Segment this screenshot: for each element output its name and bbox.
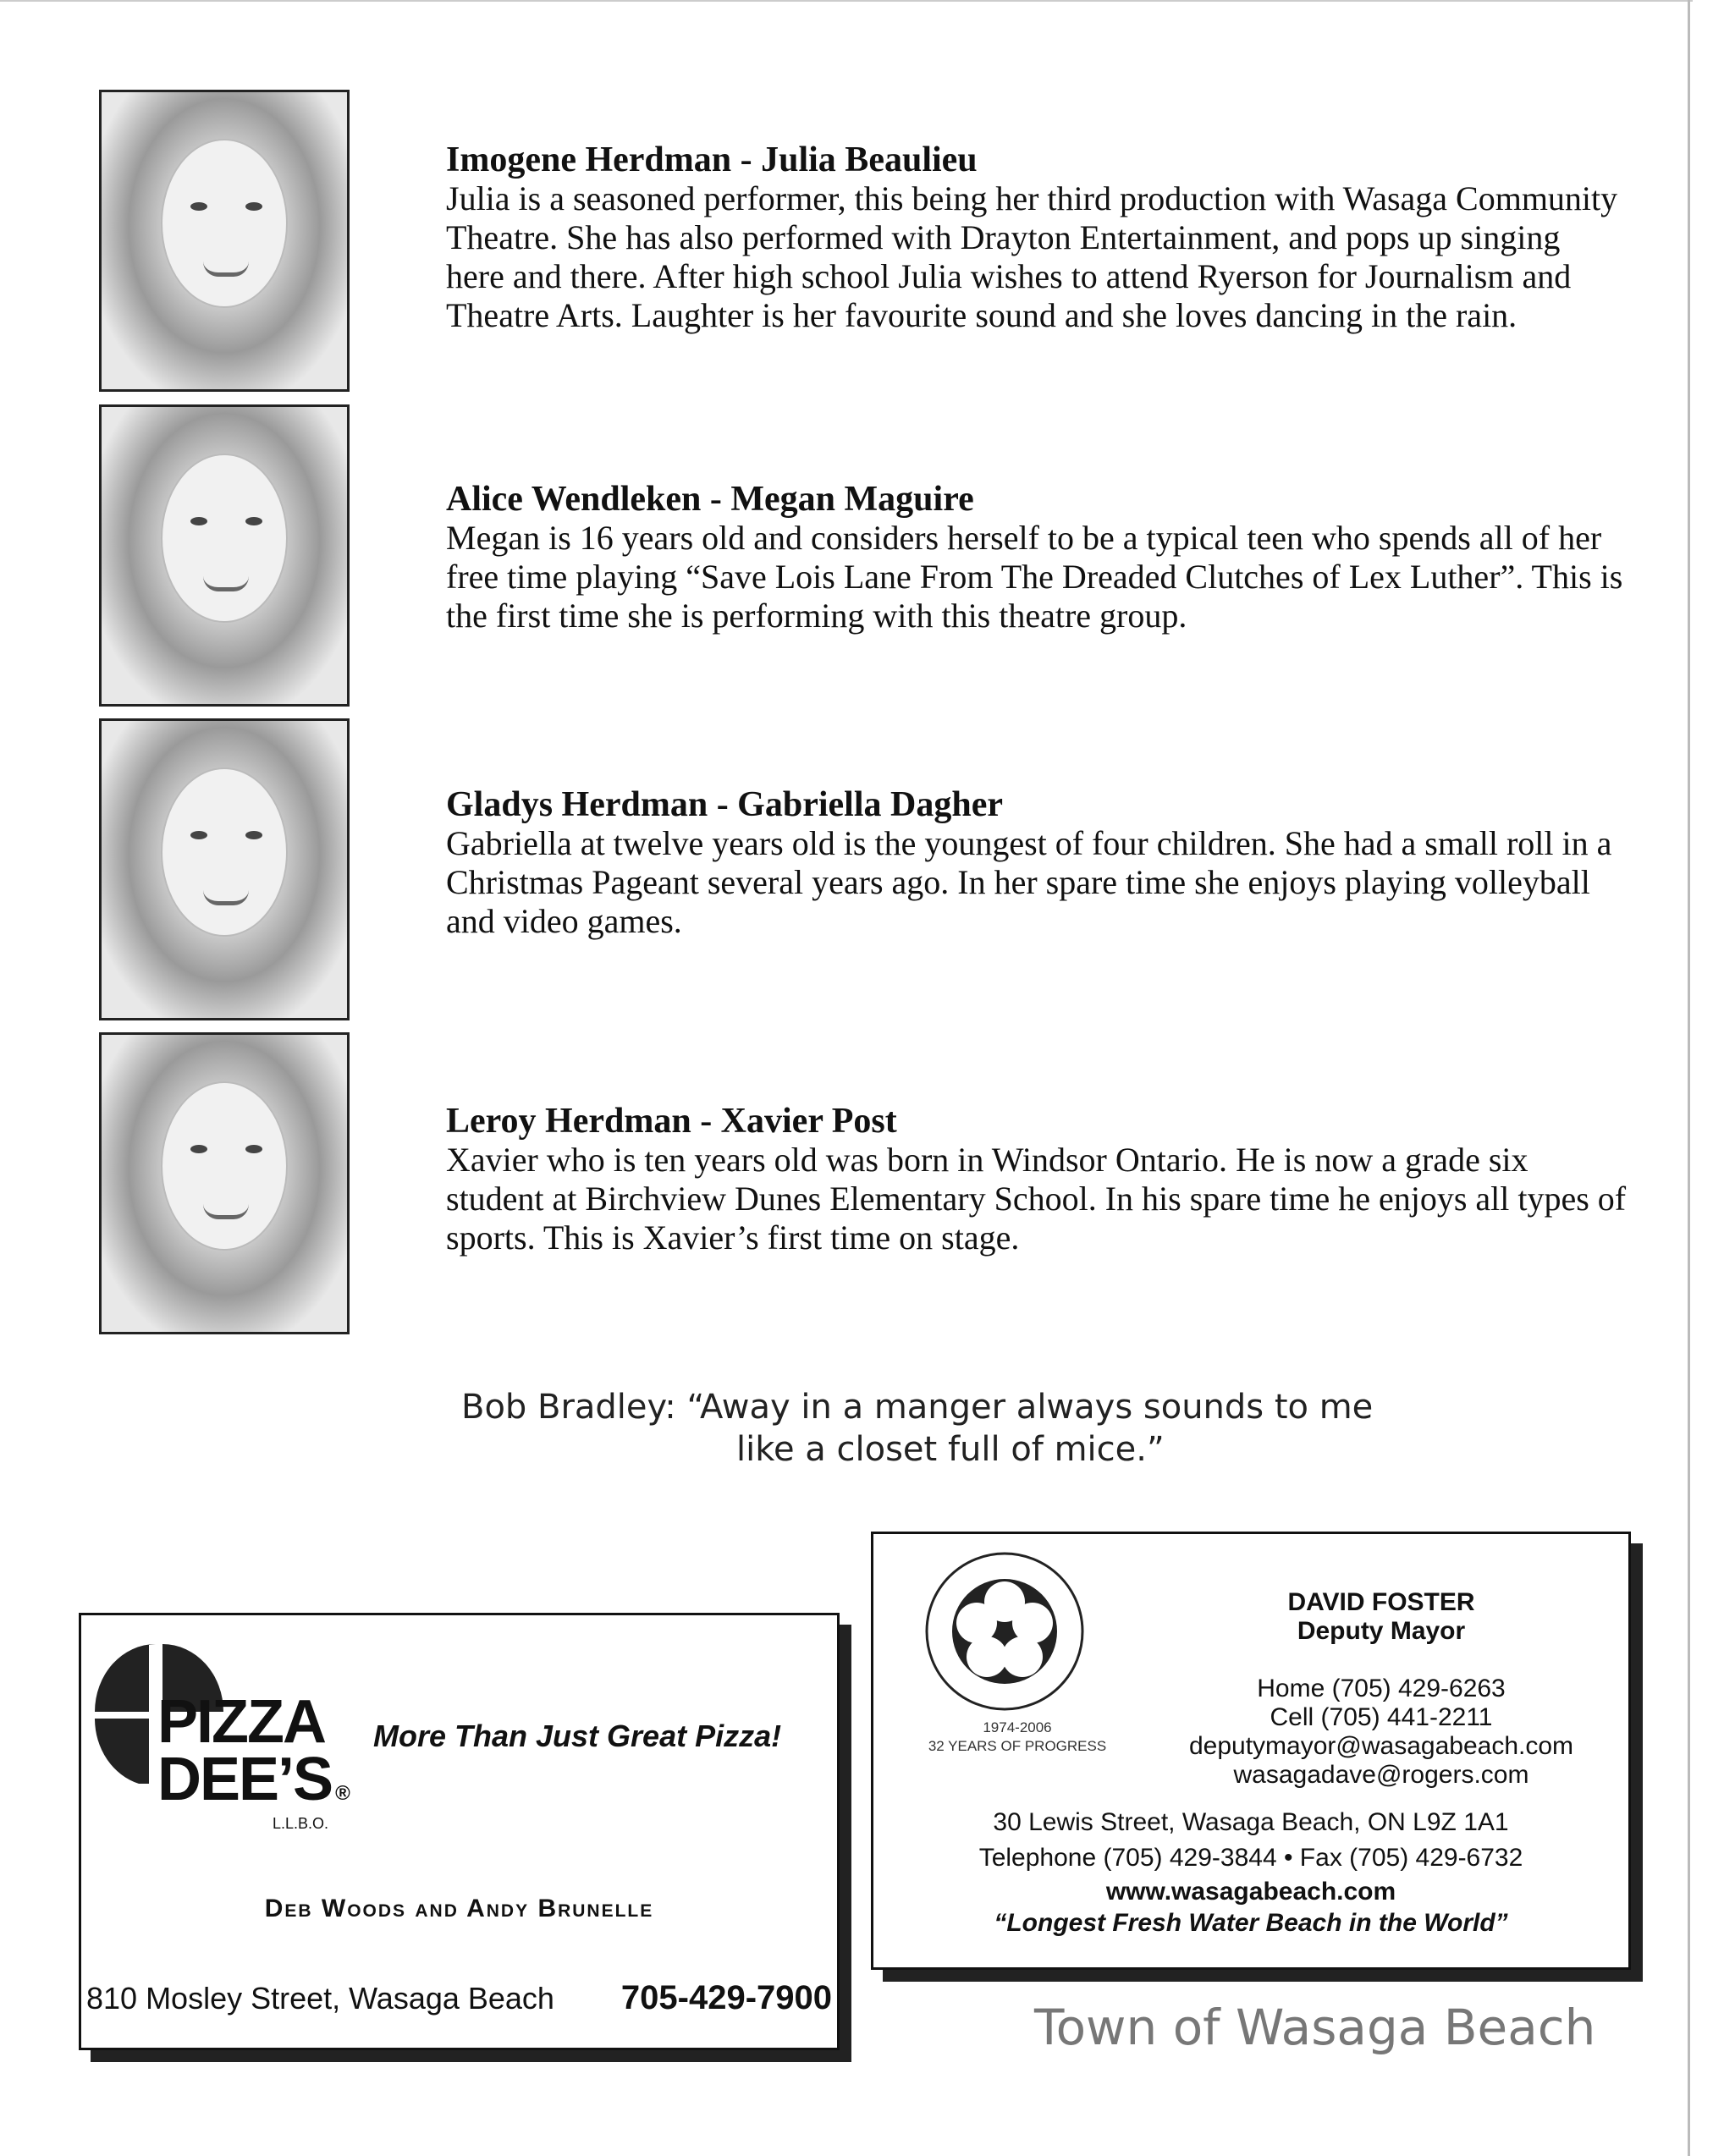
cell-phone: Cell (705) 441-2211 — [1270, 1703, 1493, 1731]
seal-years: 1974-2006 — [983, 1719, 1052, 1735]
pizza-owners: Deb Woods and Andy Brunelle — [264, 1895, 654, 1922]
cast-bio — [446, 140, 1627, 335]
seal-progress: 32 YEARS OF PROGRESS — [928, 1738, 1107, 1754]
cast-photo-xavier — [99, 1032, 350, 1334]
cast-heading: Alice Wendleken - Megan Maguire — [446, 480, 974, 519]
cast-heading: Leroy Herdman - Xavier Post — [446, 1102, 897, 1141]
cast-heading: Gladys Herdman - Gabriella Dagher — [446, 785, 1003, 824]
town-website[interactable]: www.wasagabeach.com — [1105, 1878, 1396, 1906]
pizza-address: 810 Mosley Street, Wasaga Beach — [86, 1981, 554, 2016]
quote-line-1: Bob Bradley: “Away in a manger always sounds to me — [461, 1388, 1374, 1427]
cast-bio-text: Gabriella at twelve years old is the youngest of four children. She had a small roll in a Christmas Pageant several years ago. In her spare time she enjoys playing volleyball and video games. — [446, 824, 1612, 940]
cast-photo-julia — [99, 90, 350, 392]
cast-photo-gabriella — [99, 718, 350, 1020]
logo-dees: DEE’S — [157, 1746, 333, 1813]
cast-photo-megan — [99, 404, 350, 707]
quote — [461, 1386, 1373, 1471]
cast-bio-text: Xavier who is ten years old was born in Windsor Ontario. He is now a grade six student at Birchview Dunes Elementary School. In his spare time he enjoys all types of sports. This is Xavier’s first time on stage. — [446, 1141, 1627, 1257]
cast-heading: Imogene Herdman - Julia Beaulieu — [446, 140, 978, 179]
email-secondary[interactable]: wasagadave@rogers.com — [1233, 1761, 1529, 1789]
cast-bio — [446, 1102, 1627, 1257]
pizza-tagline: More Than Just Great Pizza! — [373, 1719, 782, 1753]
contact-title: Deputy Mayor — [1297, 1617, 1466, 1645]
llbo: L.L.B.O. — [273, 1815, 329, 1832]
pizza-dees-ad — [79, 1613, 840, 2050]
contact-name: DAVID FOSTER — [1287, 1588, 1475, 1616]
registered-mark: ® — [335, 1782, 350, 1805]
cast-bio — [446, 480, 1627, 635]
quote-line-2: like a closet full of mice.” — [736, 1430, 1165, 1469]
cast-bio-text: Megan is 16 years old and considers herself to be a typical teen who spends all of her free time playing “Save Lois Lane From The Dreaded Clutches of Lex Luther”. This is the first time she is performing with this theatre group. — [446, 519, 1623, 635]
town-phones: Telephone (705) 429-3844 • Fax (705) 429-6732 — [978, 1844, 1523, 1872]
page-top-edge — [0, 0, 1693, 2]
town-seal-icon — [924, 1551, 1085, 1712]
home-phone: Home (705) 429-6263 — [1257, 1675, 1506, 1702]
deputy-mayor-ad — [871, 1532, 1631, 1970]
footer-sponsor: Town of Wasaga Beach — [1034, 1999, 1596, 2056]
town-slogan: “Longest Fresh Water Beach in the World” — [994, 1909, 1508, 1937]
cast-bio — [446, 785, 1627, 941]
logo-pizza: PIZZA — [157, 1688, 325, 1756]
cast-bio-text: Julia is a seasoned performer, this being her third production with Wasaga Community Theatre. She has also performed with Drayton Entertainment, and pops up singing here and there. After high school Julia wishes to attend Ryerson for Journalism and Theatre Arts. Laughter is her favourite sound and she loves dancing in the rain. — [446, 179, 1618, 334]
pizza-phone: 705-429-7900 — [620, 1979, 832, 2016]
email-primary[interactable]: deputymayor@wasagabeach.com — [1188, 1732, 1574, 1760]
town-address: 30 Lewis Street, Wasaga Beach, ON L9Z 1A1 — [993, 1808, 1509, 1836]
page-right-edge — [1688, 0, 1690, 2156]
